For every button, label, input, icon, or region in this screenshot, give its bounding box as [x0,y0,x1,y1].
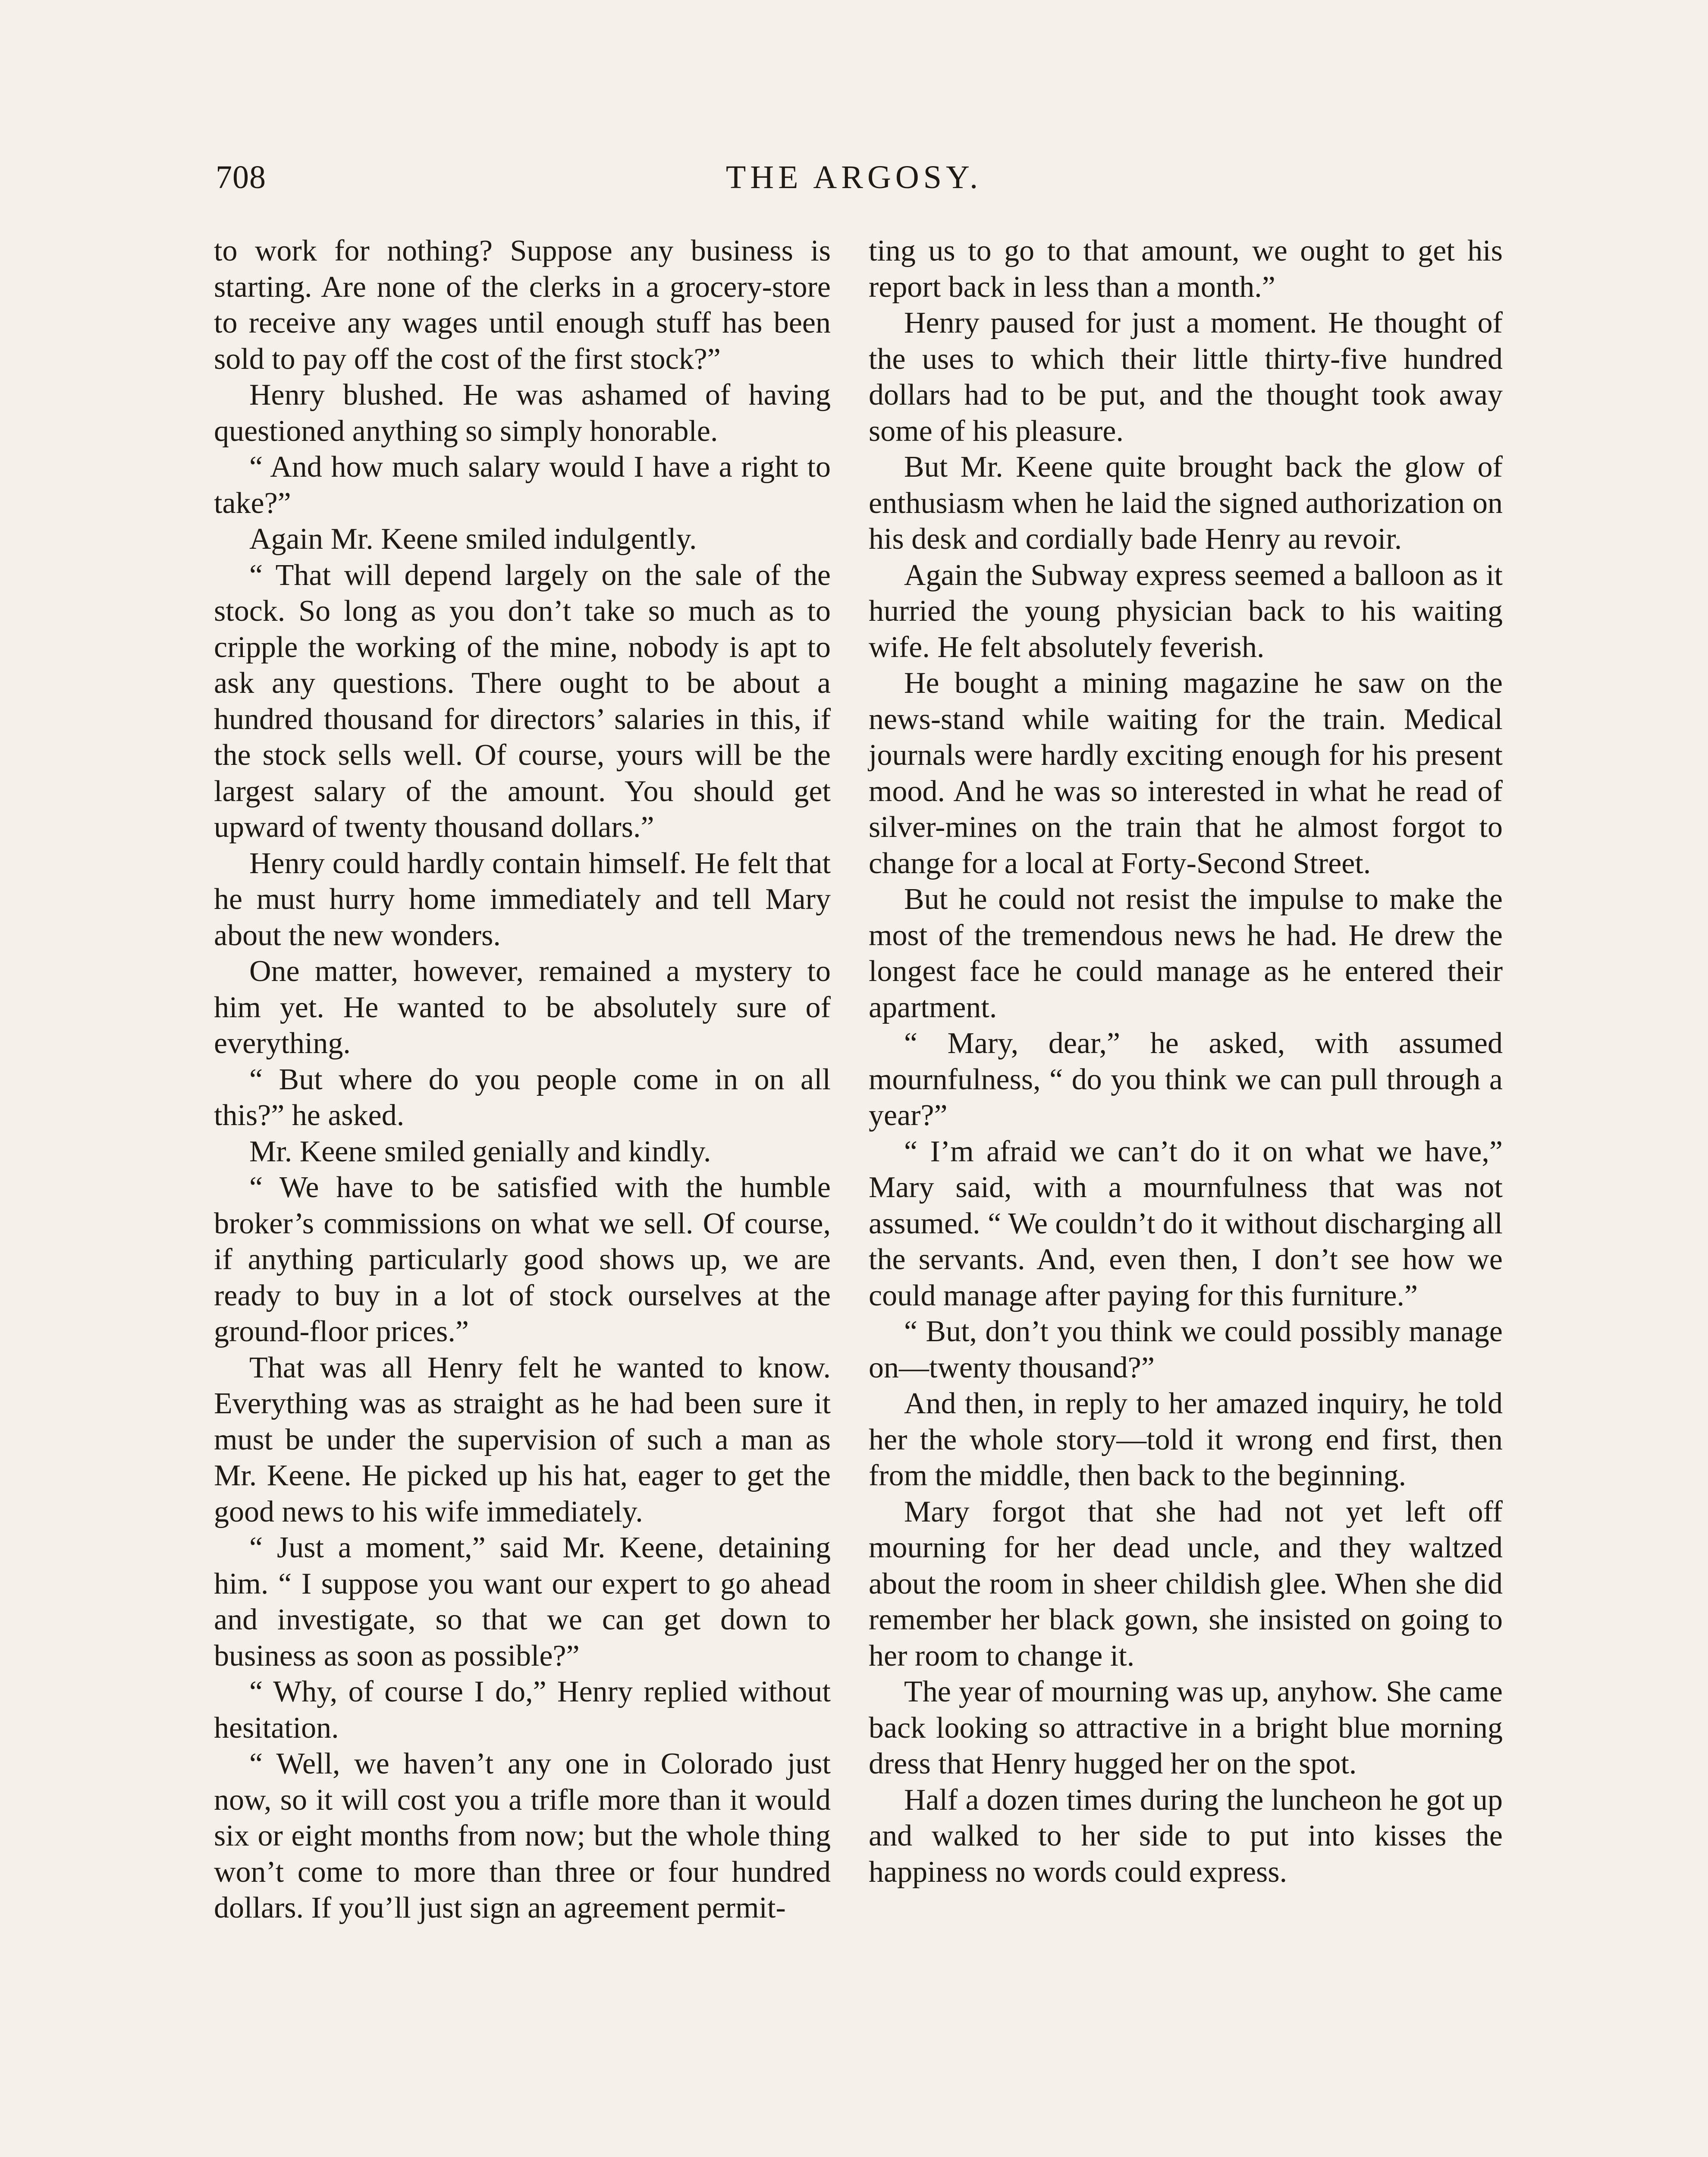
left-column [214,233,831,1926]
paragraph: The year of mourning was up, anyhow. She came back looking so attractive in a bright blue morning dress that Henry hugged her on the spot. [869,1675,1503,1780]
paragraph: Henry paused for just a moment. He thought of the uses to which their little thirty-five hundred dollars had to be put, and the thought took away some of his pleasure. [869,306,1503,448]
paragraph: Mr. Keene smiled genially and kindly. [249,1135,711,1168]
paragraph: Henry blushed. He was ashamed of having questioned anything so simply honorable. [214,378,831,448]
paragraph: “ We have to be satisfied with the humble broker’s commissions on what we sell. Of course, if anything particularly good shows up, we are ready to buy in a lot of stock ourselves at the ground-floor prices.” [214,1171,831,1348]
paragraph: And then, in reply to her amazed inquiry, he told her the whole story—told it wrong end first, then from the middle, then back to the beginning. [869,1387,1503,1492]
paragraph: “ Well, we haven’t any one in Colorado just now, so it will cost you a trifle more than it would six or eight months from now; but the whole thing won’t come to more than three or four hundred dollars. If you’ll just sign an agreement permit- [214,1747,831,1924]
paragraph: “ But, don’t you think we could possibly manage on—twenty thousand?” [869,1315,1503,1384]
paragraph: One matter, however, remained a mystery to him yet. He wanted to be absolutely sure of everything. [214,955,831,1060]
paragraph: Mary forgot that she had not yet left off mourning for her dead uncle, and they waltzed about the room in sheer childish glee. When she did remember her black gown, she insisted on going to her room to change it. [869,1495,1503,1673]
paragraph: “ Why, of course I do,” Henry replied without hesitation. [214,1675,831,1745]
paragraph: “ But where do you people come in on all this?” he asked. [214,1063,831,1132]
paragraph: Again Mr. Keene smiled indulgently. [249,522,697,556]
paragraph: Again the Subway express seemed a balloon as it hurried the young physician back to his waiting wife. He felt absolutely feverish. [869,558,1503,664]
paragraph: “ That will depend largely on the sale of the stock. So long as you don’t take so much as to cripple the working of the mine, nobody is apt to ask any questions. There ought to be about a hundred thousand for directors’ salaries in this, if the stock sells well. Of course, yours will be the largest salary of the amount. You should get upward of twenty thousand dollars.” [214,558,831,844]
paragraph: Henry could hardly contain himself. He felt that he must hurry home immediately and tell Mary about the new wonders. [214,846,831,952]
paragraph: “ Just a moment,” said Mr. Keene, detaining him. “ I suppose you want our expert to go ahead and investigate, so that we can get down to business as soon as possible?” [214,1531,831,1673]
paragraph: That was all Henry felt he wanted to know. Everything was as straight as he had been sure it must be under the supervision of such a man as Mr. Keene. He picked up his hat, eager to get the good news to his wife immediately. [214,1351,831,1528]
paragraph: to work for nothing? Suppose any business is starting. Are none of the clerks in a grocery-store to receive any wages until enough stuff has been sold to pay off the cost of the first stock?” [214,234,831,376]
right-column [869,233,1503,1890]
paragraph: But he could not resist the impulse to make the most of the tremendous news he had. He drew the longest face he could manage as he entered their apartment. [869,883,1503,1024]
page-number: 708 [216,159,266,195]
paragraph: “ And how much salary would I have a right to take?” [214,450,831,520]
paragraph: “ Mary, dear,” he asked, with assumed mournfulness, “ do you think we can pull through a year?” [869,1027,1503,1132]
paragraph: ting us to go to that amount, we ought to get his report back in less than a month.” [869,234,1503,304]
paragraph: But Mr. Keene quite brought back the glow of enthusiasm when he laid the signed authorization on his desk and cordially bade Henry au revoir. [869,450,1503,556]
paragraph: He bought a mining magazine he saw on the news-stand while waiting for the train. Medical journals were hardly exciting enough for his present mood. And he was so interested in what he read of silver-mines on the train that he almost forgot to change for a local at Forty-Second Street. [869,667,1503,880]
paragraph: Half a dozen times during the luncheon he got up and walked to her side to put into kisses the happiness no words could express. [869,1783,1503,1889]
paragraph: “ I’m afraid we can’t do it on what we have,” Mary said, with a mournfulness that was not assumed. “ We couldn’t do it without discharging all the servants. And, even then, I don’t see how we could manage after paying for this furniture.” [869,1135,1503,1312]
running-title: THE ARGOSY. [725,159,983,195]
